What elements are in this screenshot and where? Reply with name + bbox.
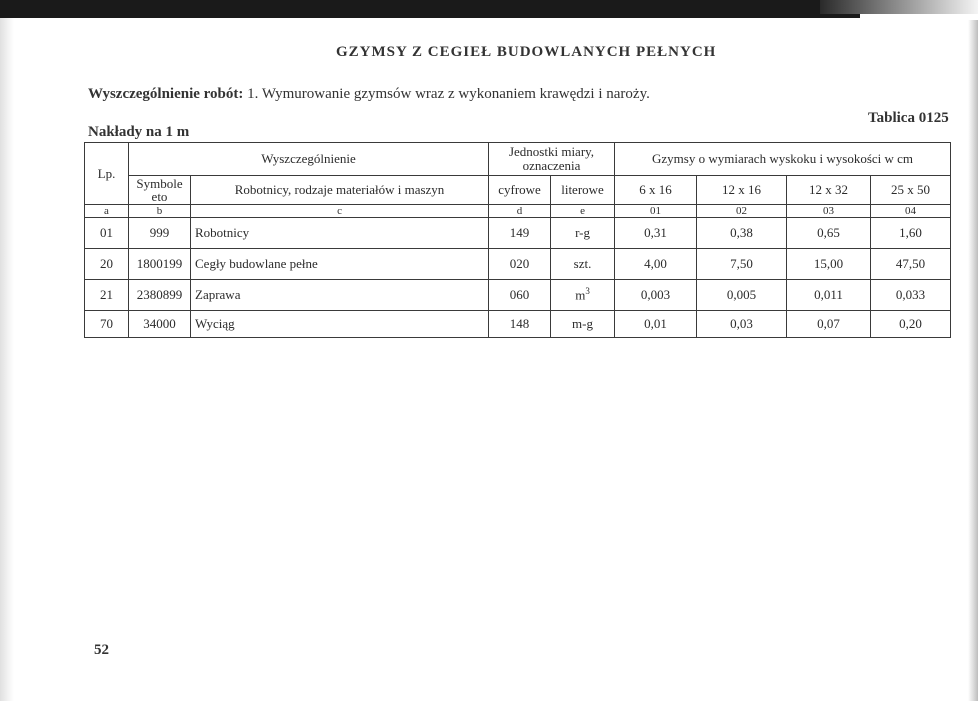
index-cell: 04 [871, 205, 951, 218]
row-symbol: 2380899 [129, 280, 191, 311]
row-lp: 20 [85, 249, 129, 280]
header-literowe: literowe [551, 176, 615, 205]
row-lp: 70 [85, 311, 129, 338]
row-literowe-unit: m [575, 287, 586, 303]
header-size-4: 25 x 50 [871, 176, 951, 205]
row-lp: 21 [85, 280, 129, 311]
table-row [85, 280, 951, 311]
header-symbole: Symbole eto [129, 176, 191, 205]
row-value: 0,65 [787, 218, 871, 249]
header-row-1 [85, 143, 951, 176]
row-symbol: 999 [129, 218, 191, 249]
row-literowe-exponent: 3 [585, 286, 590, 297]
row-name: Wyciąg [191, 311, 489, 338]
index-cell: 03 [787, 205, 871, 218]
header-lp: Lp. [85, 143, 129, 205]
row-literowe: m-g [551, 311, 615, 338]
index-cell: 01 [615, 205, 697, 218]
header-size-1: 6 x 16 [615, 176, 697, 205]
row-cyfrowe: 148 [489, 311, 551, 338]
header-row-2 [85, 176, 951, 205]
row-literowe: szt. [551, 249, 615, 280]
table-row [85, 249, 951, 280]
row-name: Zaprawa [191, 280, 489, 311]
header-size-2: 12 x 16 [697, 176, 787, 205]
row-value: 0,003 [615, 280, 697, 311]
index-cell: b [129, 205, 191, 218]
row-literowe: r-g [551, 218, 615, 249]
row-cyfrowe: 020 [489, 249, 551, 280]
norm-table [84, 142, 951, 338]
row-value: 0,005 [697, 280, 787, 311]
row-cyfrowe: 060 [489, 280, 551, 311]
index-cell: a [85, 205, 129, 218]
row-value: 4,00 [615, 249, 697, 280]
specification-line [88, 86, 650, 103]
index-cell: e [551, 205, 615, 218]
table-row [85, 311, 951, 338]
header-size-3: 12 x 32 [787, 176, 871, 205]
header-jednostki: Jednostki miary, oznaczenia [489, 143, 615, 176]
table-row [85, 218, 951, 249]
row-cyfrowe: 149 [489, 218, 551, 249]
table-id: Tablica 0125 [868, 110, 949, 126]
row-symbol: 1800199 [129, 249, 191, 280]
row-value: 0,07 [787, 311, 871, 338]
row-value: 0,033 [871, 280, 951, 311]
index-cell: d [489, 205, 551, 218]
row-value: 0,20 [871, 311, 951, 338]
index-row [85, 205, 951, 218]
row-value: 47,50 [871, 249, 951, 280]
index-cell: 02 [697, 205, 787, 218]
scan-top-border-fade [820, 0, 978, 14]
row-value: 0,38 [697, 218, 787, 249]
page-number: 52 [94, 642, 109, 658]
header-gzymsy: Gzymsy o wymiarach wyskoku i wysokości w cm [615, 143, 951, 176]
scan-top-border [0, 0, 860, 18]
row-name: Cegły budowlane pełne [191, 249, 489, 280]
specification-label: Wyszczególnienie robót: [88, 86, 244, 102]
row-lp: 01 [85, 218, 129, 249]
expenditure-label: Nakłady na 1 m [88, 124, 190, 140]
row-name: Robotnicy [191, 218, 489, 249]
row-value: 0,03 [697, 311, 787, 338]
header-wyszczegolnienie: Wyszczególnienie [129, 143, 489, 176]
row-symbol: 34000 [129, 311, 191, 338]
header-cyfrowe: cyfrowe [489, 176, 551, 205]
row-literowe [551, 280, 615, 311]
row-value: 7,50 [697, 249, 787, 280]
scan-left-shadow [0, 18, 14, 701]
row-value: 0,01 [615, 311, 697, 338]
row-value: 15,00 [787, 249, 871, 280]
index-cell: c [191, 205, 489, 218]
specification-text: 1. Wymurowanie gzymsów wraz z wykonaniem krawędzi i naroży. [247, 86, 650, 102]
row-value: 0,011 [787, 280, 871, 311]
scan-right-shadow [968, 20, 978, 701]
row-value: 1,60 [871, 218, 951, 249]
row-value: 0,31 [615, 218, 697, 249]
header-robotnicy: Robotnicy, rodzaje materiałów i maszyn [191, 176, 489, 205]
page-title: GZYMSY Z CEGIEŁ BUDOWLANYCH PEŁNYCH [336, 44, 717, 60]
